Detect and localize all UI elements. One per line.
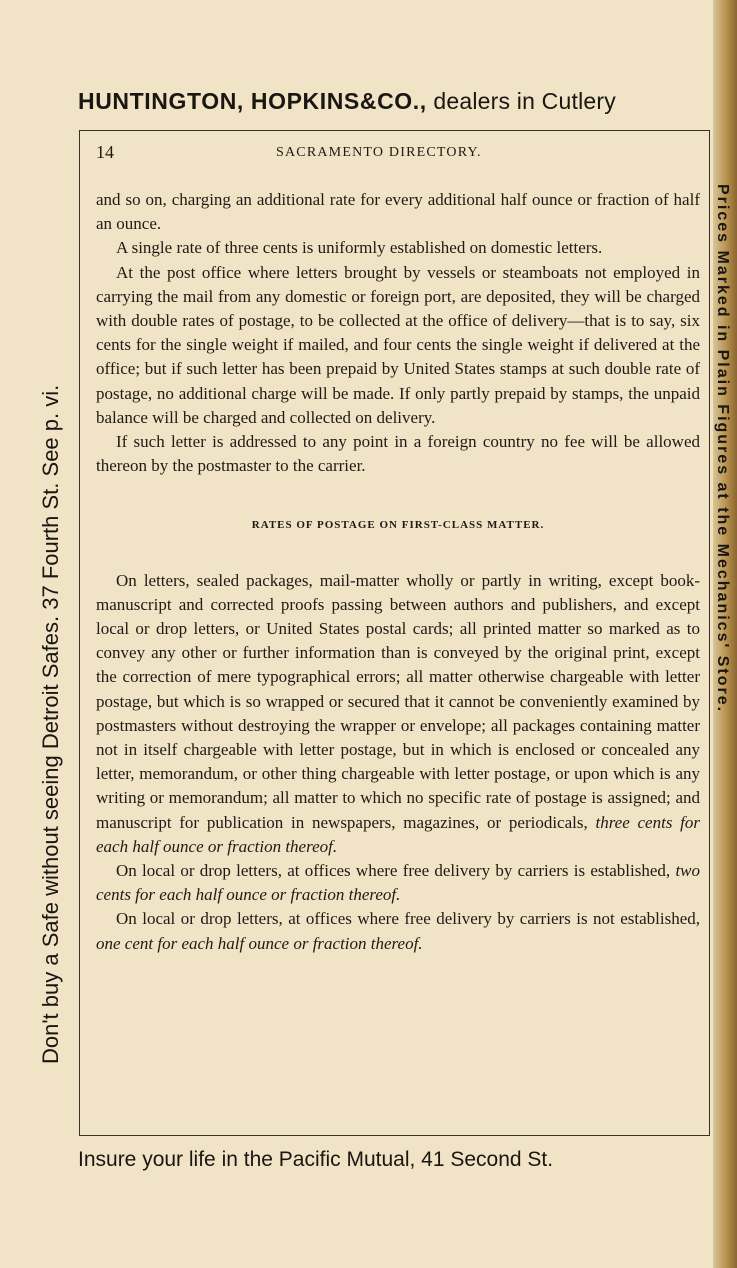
rate-text: On letters, sealed packages, mail-matter wholly or partly in writing, except book-manuscript and corrected proofs passing between authors and publishers, and except local or drop letters, or United States postal cards; all printed matter so marked as to convey any other or further information than is conveyed by the original print, except the correction of mere typographical errors; all matter otherwise chargeable with letter postage, but which is so wrapped or secured that it cannot be conveniently examined by postmasters without destroying the wrapper or envelope; all packages containing matter not in itself chargeable with letter postage, but in which is enclosed or concealed any letter, memorandum, or other thing chargeable with letter postage, or upon which is any writing or memorandum; all matter to which no specific rate of postage is assigned; and manuscript for publication in newspapers, magazines, or periodicals, xyxy=(96,570,700,832)
top-advertisement xyxy=(78,88,718,115)
paragraph-single-rate: A single rate of three cents is uniformly established on domestic letters. xyxy=(116,238,603,258)
running-head xyxy=(96,142,702,166)
paragraph-foreign-country: If such letter is addressed to any point in a foreign country no fee will be allowed thereon by the postmaster to the carrier. xyxy=(96,432,700,476)
right-margin-advertisement: Prices Marked in Plain Figures at the Mechanics' Store. xyxy=(714,184,731,714)
rate-paragraph-letters xyxy=(96,569,700,859)
top-ad-company: HUNTINGTON, HOPKINS&CO., xyxy=(78,88,427,114)
rate-paragraph-no-free-delivery xyxy=(96,907,700,955)
rate-amount: two cents for each half ounce or fraction thereof. xyxy=(96,861,700,905)
section-heading: RATES OF POSTAGE ON FIRST-CLASS MATTER. xyxy=(251,519,545,532)
left-margin-advertisement: Don't buy a Safe without seeing Detroit Safes. 37 Fourth St. See p. vi. xyxy=(38,384,63,1064)
rate-text: On local or drop letters, at offices where free delivery by carriers is not established, xyxy=(116,909,700,929)
rate-amount: one cent for each half ounce or fraction thereof. xyxy=(96,933,423,953)
bottom-advertisement: Insure your life in the Pacific Mutual, 41 Second St. xyxy=(78,1148,554,1171)
top-ad-tail: dealers in Cutlery xyxy=(433,88,616,114)
rate-amount: three cents for each half ounce or fraction thereof. xyxy=(96,812,700,856)
paragraph-post-office: At the post office where letters brought by vessels or steamboats not employed in carrying the mail from any domestic or foreign port, are deposited, they will be charged with double rates of postage, to be collected at the office of delivery—that is to say, six cents for the single weight if mailed, and four cents the single weight if delivered at the office; but if such letter has been prepaid by United States stamps at such double rate of postage, no additional charge will be made. If only partly prepaid by stamps, the unpaid balance will be charged and collected on delivery. xyxy=(96,262,700,427)
directory-title: SACRAMENTO DIRECTORY. xyxy=(276,145,482,160)
rate-paragraph-free-delivery xyxy=(96,859,700,907)
page-number: 14 xyxy=(96,142,114,162)
paragraph-continuation: and so on, charging an additional rate for every additional half ounce or fraction of half an ounce. xyxy=(96,190,700,234)
rate-text: On local or drop letters, at offices where free delivery by carriers is established, xyxy=(116,861,671,881)
body-text xyxy=(96,188,700,956)
